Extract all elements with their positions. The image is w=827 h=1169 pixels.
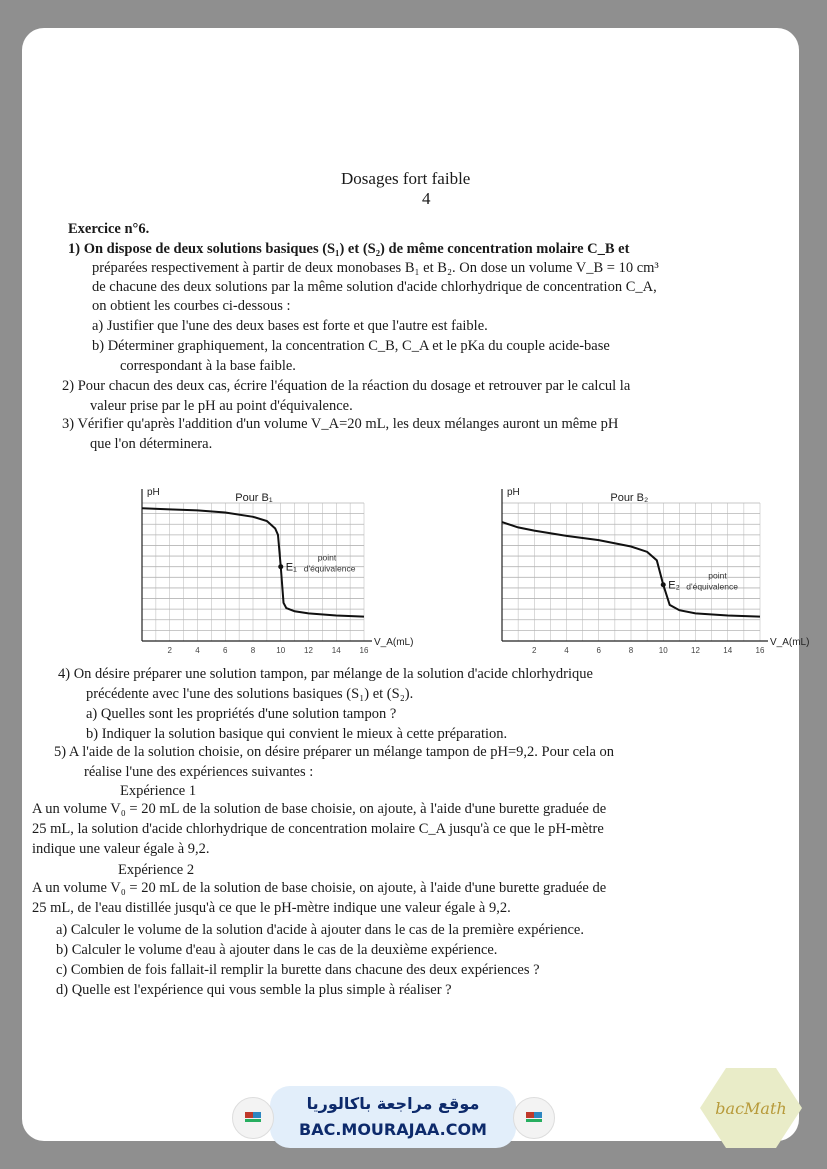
y-axis-label: pH	[147, 487, 160, 498]
x-axis-label: V_A(mL)	[770, 637, 810, 648]
text-line: on obtient les courbes ci-dessous :	[92, 298, 291, 314]
bacmath-logo-badge	[698, 1066, 804, 1150]
x-tick-label: 14	[331, 646, 341, 655]
x-tick-label: 12	[304, 646, 313, 655]
text-line: c) Combien de fois fallait-il remplir la burette dans chacune des deux expériences ?	[56, 962, 540, 978]
text-line: 25 mL, la solution d'acide chlorhydrique de concentration molaire C_A jusqu'à ce que le pH-mètre	[32, 821, 604, 837]
text-line: 5) A l'aide de la solution choisie, on désire préparer un mélange tampon de pH=9,2. Pour cela on	[54, 744, 615, 760]
x-tick-label: 4	[195, 646, 200, 655]
equivalence-point	[661, 582, 666, 587]
x-tick-label: 12	[691, 646, 700, 655]
x-tick-label: 10	[276, 646, 286, 655]
text-line: valeur prise par le pH au point d'équivalence.	[90, 398, 353, 414]
x-tick-label: 2	[167, 646, 172, 655]
text-line: précédente avec l'une des solutions basiques (S₁) et (S₂).	[86, 686, 414, 702]
x-tick-label: 10	[658, 646, 668, 655]
annotation-text: point	[708, 570, 727, 581]
equivalence-point	[278, 564, 283, 569]
text-line: indique une valeur égale à 9,2.	[32, 841, 210, 857]
page-title: Dosages fort faible	[341, 169, 471, 188]
footer-site-arabic: موقع مراجعة باكالوريا	[306, 1094, 480, 1113]
text-line: A un volume V₀ = 20 mL de la solution de base choisie, on ajoute, à l'aide d'une burette graduée de	[32, 880, 607, 896]
text-line: Expérience 2	[118, 862, 195, 878]
text-line: b) Indiquer la solution basique qui convient le mieux à cette préparation.	[86, 726, 508, 742]
footer-logo-right-icon	[513, 1097, 555, 1139]
text-line: 1) On dispose de deux solutions basiques (S₁) et (S₂) de même concentration molaire C_B et	[68, 241, 630, 257]
text-line: b) Déterminer graphiquement, la concentration C_B, C_A et le pKa du couple acide-base	[92, 338, 610, 354]
equivalence-label: E₂	[668, 579, 680, 592]
text-line: 25 mL, de l'eau distillée jusqu'à ce que le pH-mètre indique une valeur égale à 9,2.	[32, 900, 511, 916]
x-tick-label: 8	[628, 646, 634, 655]
text-line: 4) On désire préparer une solution tampon, par mélange de la solution d'acide chlorhydrique	[58, 666, 593, 682]
text-line: a) Justifier que l'une des deux bases est forte et que l'autre est faible.	[92, 318, 488, 334]
text-line: préparées respectivement à partir de deux monobases B₁ et B₂. On dose un volume V_B = 10 cm³	[92, 260, 659, 276]
x-tick-label: 14	[723, 646, 733, 655]
footer-logo-left-icon	[232, 1097, 274, 1139]
titration-chart-b1	[100, 463, 414, 655]
bacmath-logo-text: bacMath	[715, 1099, 787, 1118]
text-line: a) Quelles sont les propriétés d'une solution tampon ?	[86, 706, 397, 722]
x-tick-label: 16	[755, 646, 765, 655]
text-line: A un volume V₀ = 20 mL de la solution de base choisie, on ajoute, à l'aide d'une burette graduée de	[32, 801, 607, 817]
text-line: de chacune des deux solutions par la même solution d'acide chlorhydrique de concentration C_A,	[92, 279, 657, 295]
text-line: 3) Vérifier qu'après l'addition d'un volume V_A=20 mL, les deux mélanges auront un même pH	[62, 416, 619, 432]
chart-title: Pour B₂	[610, 492, 649, 504]
x-axis-label: V_A(mL)	[374, 637, 414, 648]
text-line: 2) Pour chacun des deux cas, écrire l'équation de la réaction du dosage et retrouver par le calcul la	[62, 378, 631, 394]
y-axis-label: pH	[507, 487, 520, 498]
text-line: d) Quelle est l'expérience qui vous semble la plus simple à réaliser ?	[56, 982, 452, 998]
titration-chart-b2	[460, 463, 810, 655]
x-tick-label: 6	[596, 646, 601, 655]
x-tick-label: 2	[532, 646, 537, 655]
text-line: réalise l'une des expériences suivantes :	[84, 764, 314, 780]
text-line: correspondant à la base faible.	[120, 358, 296, 374]
footer-banner[interactable]	[270, 1086, 516, 1148]
text-line: b) Calculer le volume d'eau à ajouter dans le cas de la deuxième expérience.	[56, 942, 498, 958]
text-line: a) Calculer le volume de la solution d'acide à ajouter dans le cas de la première expérience.	[56, 922, 584, 938]
text-line: Exercice n°6.	[68, 221, 150, 237]
text-line: que l'on déterminera.	[90, 436, 213, 452]
x-tick-label: 8	[250, 646, 256, 655]
document-page	[22, 28, 810, 1141]
x-tick-label: 16	[359, 646, 369, 655]
page-number: 4	[422, 189, 431, 208]
footer-site-url[interactable]: BAC.MOURAJAA.COM	[299, 1120, 487, 1139]
equivalence-label: E₁	[285, 561, 297, 574]
annotation-text: d'équivalence	[303, 563, 356, 574]
chart-title: Pour B₁	[235, 492, 273, 504]
annotation-text: point	[317, 552, 337, 563]
x-tick-label: 6	[223, 646, 228, 655]
text-line: Expérience 1	[120, 783, 197, 799]
annotation-text: d'équivalence	[686, 581, 738, 592]
x-tick-label: 4	[564, 646, 569, 655]
